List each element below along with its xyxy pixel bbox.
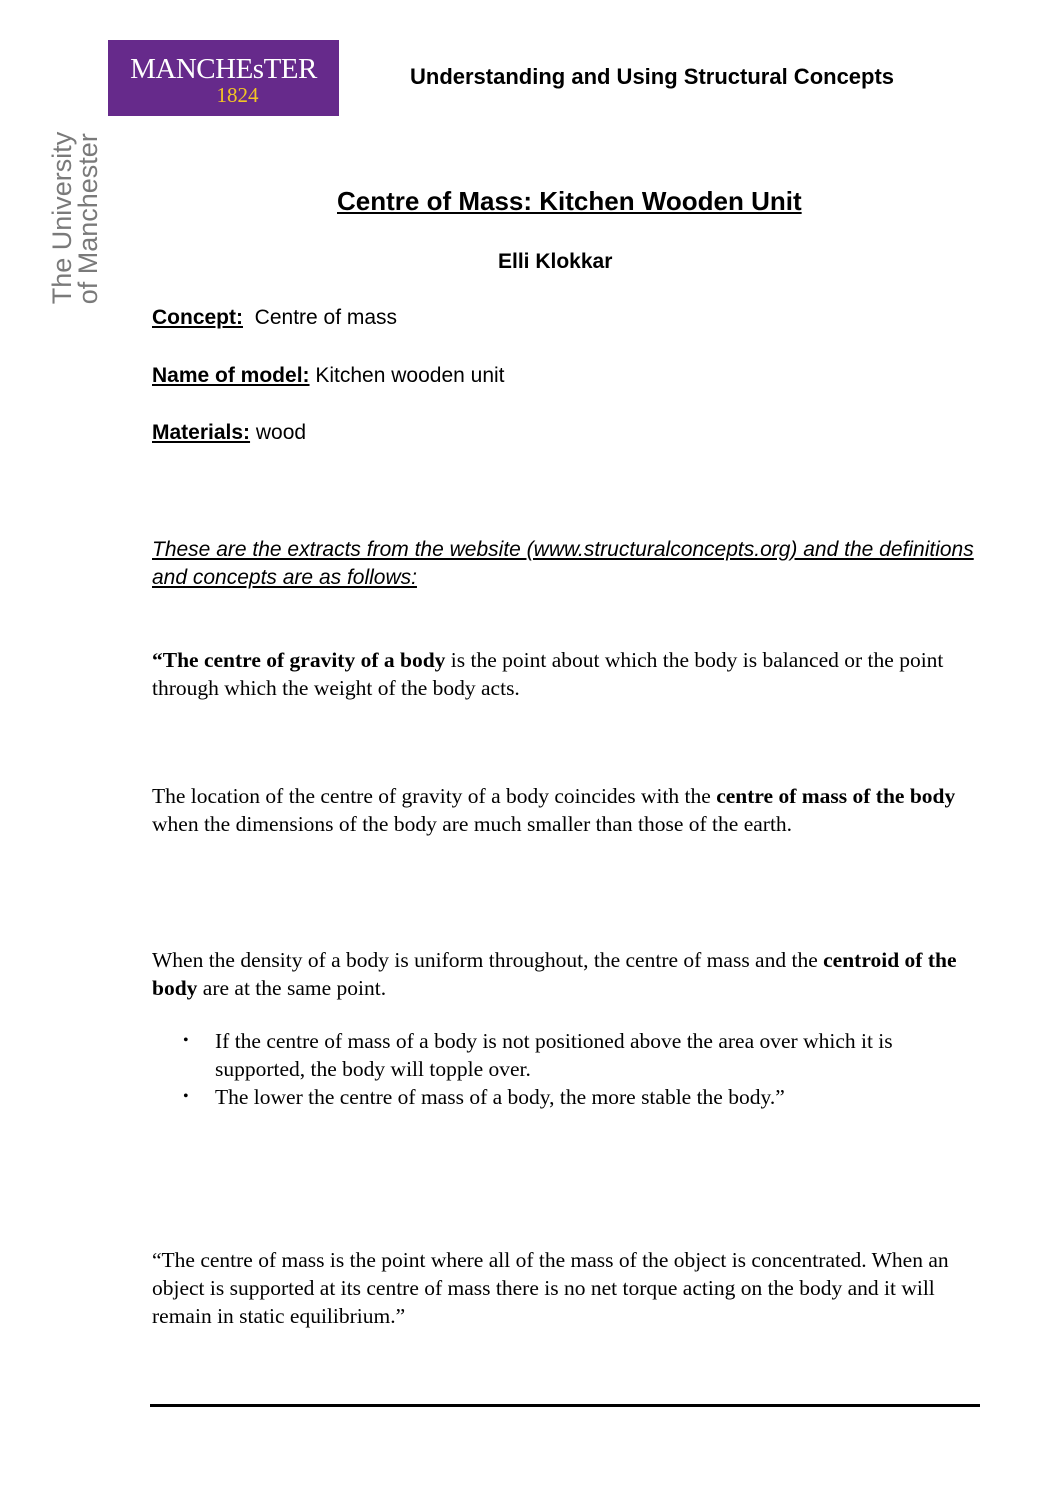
paragraph2-text-b: when the dimensions of the body are much smaller than those of the earth. <box>152 812 793 836</box>
university-name-line2: of Manchester <box>73 133 103 305</box>
list-item <box>152 1083 982 1111</box>
university-name-vertical <box>46 123 104 313</box>
materials-field <box>152 421 306 445</box>
model-field <box>152 364 505 388</box>
model-value: Kitchen wooden unit <box>315 364 505 387</box>
logo-year: 1824 <box>216 83 259 107</box>
paragraph1-text: is the point about which the body is balanced or the point through which the weight of the body acts. <box>152 648 944 700</box>
concept-value: Centre of mass <box>254 306 398 329</box>
bullet-text: If the centre of mass of a body is not positioned above the area over which it is supported, the body will topple over. <box>215 1029 893 1081</box>
university-logo <box>108 40 339 116</box>
concept-label: Concept: <box>152 306 243 329</box>
header-title: Understanding and Using Structural Concepts <box>410 64 895 89</box>
university-name-line1: The University <box>47 131 77 305</box>
author-name: Elli Klokkar <box>498 250 613 273</box>
logo-wordmark: MANCHEsTER <box>130 53 317 85</box>
paragraph-centre-of-gravity <box>152 646 982 702</box>
paragraph1-bold: “The centre of gravity of a body <box>152 648 446 672</box>
bullet-icon: • <box>183 1088 189 1105</box>
bullet-icon: • <box>183 1032 189 1049</box>
materials-value: wood <box>255 421 307 444</box>
bullet-text: The lower the centre of mass of a body, the more stable the body.” <box>215 1085 785 1109</box>
paragraph-density <box>152 946 982 1002</box>
document-title: Centre of Mass: Kitchen Wooden Unit <box>337 186 802 216</box>
materials-label: Materials: <box>152 421 251 444</box>
paragraph3-text-b: are at the same point. <box>197 976 387 1000</box>
footer-divider <box>150 1404 980 1407</box>
quote-paragraph: “The centre of mass is the point where all of the mass of the object is concentrated. When an object is supported at its centre of mass there is no net torque acting on the body and it will remain in static equilibrium.” <box>152 1248 949 1328</box>
intro-text: These are the extracts from the website (www.structuralconcepts.org) and the definitions and concepts are as follows: <box>152 538 974 589</box>
paragraph2-bold: centre of mass of the body <box>716 784 956 808</box>
paragraph2-text-a: The location of the centre of gravity of a body coincides with the <box>152 784 717 808</box>
paragraph-location <box>152 782 982 838</box>
paragraph3-bold: centroid of the body <box>152 948 957 1000</box>
paragraph3-text-a: When the density of a body is uniform throughout, the centre of mass and the <box>152 948 824 972</box>
concept-field <box>152 306 397 330</box>
model-label: Name of model: <box>152 364 310 387</box>
list-item <box>152 1027 982 1083</box>
bullet-list <box>152 1027 982 1111</box>
